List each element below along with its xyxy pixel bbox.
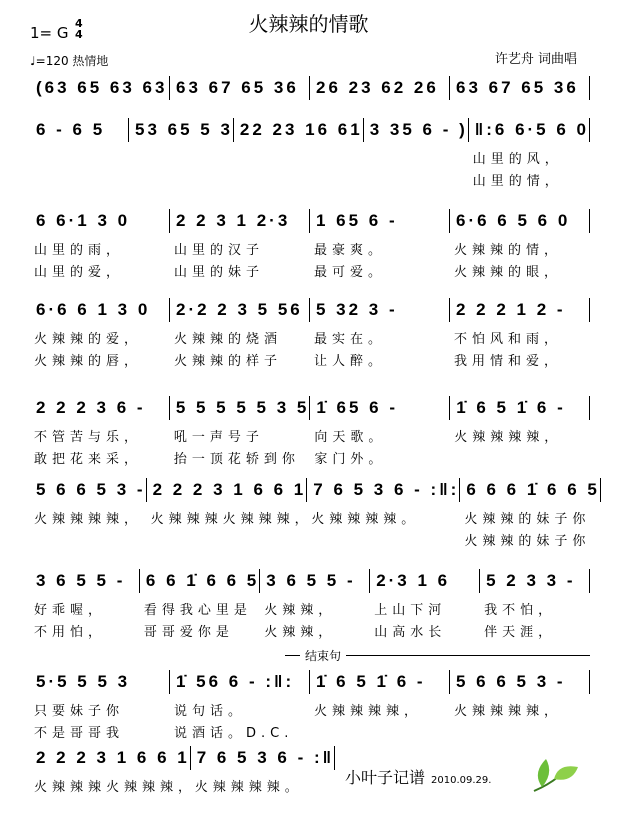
measure xyxy=(307,478,460,527)
lyric-line-1: 最豪爽。 xyxy=(314,243,387,258)
measure xyxy=(191,746,335,795)
lyric-line-1: 火辣辣辣辣。 xyxy=(311,512,420,527)
lyric-line-2: 山里的情， xyxy=(472,174,563,189)
lyric-line-1: 最实在。 xyxy=(314,332,387,347)
measure xyxy=(469,118,590,189)
measure xyxy=(310,76,450,100)
leaf-icon xyxy=(528,755,580,797)
measure-notes: 63 67 65 36 xyxy=(456,78,579,97)
lyric-line-1: 火辣辣辣辣， xyxy=(454,430,563,445)
measure xyxy=(30,569,140,640)
measure xyxy=(310,298,450,369)
measure-notes: 3 6 5 5 - xyxy=(266,571,356,590)
measure-notes: 5 6 6 5 3 - xyxy=(36,480,146,499)
lyric-line-1: 说句话。 xyxy=(174,704,247,719)
measure xyxy=(450,209,590,280)
lyric-line-2: 说酒话。D.C. xyxy=(174,726,294,741)
lyric-line-2: 伴天涯， xyxy=(484,625,557,640)
measure xyxy=(370,569,480,640)
staff-row xyxy=(30,209,590,280)
lyric-line-2: 火辣辣的唇， xyxy=(34,354,143,369)
measure xyxy=(170,396,311,467)
measure-notes: 1̇ 6 5 1̇ 6 - xyxy=(456,398,566,417)
lyric-line-1: 不管苦与乐， xyxy=(34,430,143,445)
measure xyxy=(30,118,129,142)
measure-notes: 2·3 1 6 xyxy=(376,571,451,590)
lyric-line-2: 火辣辣的样子 xyxy=(174,354,283,369)
measure-notes: 7 6 5 3 6 - :‖ xyxy=(196,748,335,767)
measure-notes: 53 65 5 3 xyxy=(135,120,233,139)
measure xyxy=(310,670,450,719)
measure xyxy=(30,76,170,100)
lyric-line-2: 不用怕， xyxy=(34,625,107,640)
measure xyxy=(450,76,590,100)
signature-name: 小叶子记谱 xyxy=(345,768,426,787)
transcriber-signature xyxy=(345,765,491,788)
lyric-line-2: 家门外。 xyxy=(314,452,387,467)
measure-notes: 2 2 3 1 2·3 xyxy=(176,211,291,230)
ending-label: 结束句 xyxy=(300,647,346,664)
author-credit: 许艺舟 词曲唱 xyxy=(494,52,577,67)
lyric-line-1: 火辣辣的烧酒 xyxy=(174,332,283,347)
measure-notes: 1̇ 56 6 - :‖: xyxy=(176,672,295,691)
measure-notes: 6·6 6 5 6 0 xyxy=(456,211,571,230)
lyric-line-2: 最可爱。 xyxy=(314,265,387,280)
song-title: 火辣辣的情歌 xyxy=(248,12,369,36)
key-signature: 1= G xyxy=(30,24,69,42)
staff-row xyxy=(30,298,590,369)
measure-notes: (63 65 63 63 xyxy=(36,78,168,97)
measure-notes: 1 65 6 - xyxy=(316,211,398,230)
measure-notes: 6 6·1 3 0 xyxy=(36,211,131,230)
measure xyxy=(170,209,310,280)
measure-notes: 6·6 6 1 3 0 xyxy=(36,300,151,319)
staff-row xyxy=(30,118,590,189)
staff-row xyxy=(30,569,590,640)
lyric-line-1: 火辣辣的妹子你 xyxy=(464,512,591,527)
measure-notes: 26 23 62 26 xyxy=(316,78,439,97)
lyric-line-1: 火辣辣， xyxy=(264,603,337,618)
measure xyxy=(364,118,469,142)
lyric-line-1: 火辣辣辣辣。 xyxy=(194,780,303,795)
lyric-line-1: 火辣辣的情， xyxy=(454,243,563,258)
measure-notes: 6 6 1̇ 6 6 5 xyxy=(145,571,260,590)
measure-notes: 3 6 5 5 - xyxy=(36,571,126,590)
measure-notes: 5 6 6 5 3 - xyxy=(456,672,566,691)
staff-row xyxy=(30,396,590,467)
measure-notes: 3 35 6 - ) xyxy=(369,120,468,139)
lyric-line-2: 敢把花来采， xyxy=(34,452,143,467)
measure-notes: ‖:6 6·5 6 0 xyxy=(474,120,589,139)
measure xyxy=(140,569,260,640)
lyric-line-1: 只要妹子你 xyxy=(34,704,125,719)
lyric-line-2: 抬一顶花轿到你 xyxy=(173,452,300,467)
lyric-line-1: 我不怕， xyxy=(484,603,557,618)
lyric-line-2: 让人醉。 xyxy=(314,354,387,369)
lyric-line-2: 火辣辣， xyxy=(264,625,337,640)
lyric-line-1: 向天歌。 xyxy=(314,430,387,445)
measure xyxy=(30,746,197,795)
lyric-line-1: 火辣辣辣辣， xyxy=(454,704,563,719)
measure-notes: 1̇ 6 5 1̇ 6 - xyxy=(316,672,426,691)
lyric-line-1: 火辣辣的爱， xyxy=(34,332,143,347)
lyric-line-2: 山高水长 xyxy=(374,625,447,640)
measure-notes: 2·2 2 3 5 56 xyxy=(176,300,303,319)
lyric-line-2: 哥哥爱你是 xyxy=(143,625,234,640)
lyric-line-1: 山里的雨， xyxy=(34,243,125,258)
measure xyxy=(480,569,590,640)
measure-notes: 7 6 5 3 6 - :‖: xyxy=(313,480,460,499)
lyric-line-1: 山里的汉子 xyxy=(174,243,265,258)
measure xyxy=(260,569,370,640)
lyric-line-2: 山里的妹子 xyxy=(174,265,265,280)
measure-notes: 5 32 3 - xyxy=(316,300,398,319)
staff-row xyxy=(30,746,335,795)
lyric-line-1: 火辣辣辣辣， xyxy=(314,704,423,719)
measure xyxy=(450,396,590,445)
measure xyxy=(30,209,170,280)
measure-notes: 6 6 6 1̇ 6 6 5 xyxy=(466,480,600,499)
lyric-line-1: 上山下河 xyxy=(374,603,447,618)
measure-notes: 22 23 16 61 xyxy=(239,120,363,139)
measure-notes: 2 2 2 3 1 6 6 1 xyxy=(36,748,190,767)
lyric-line-1: 火辣辣辣火辣辣辣， xyxy=(34,780,197,795)
time-signature-bottom: 4 xyxy=(75,28,83,41)
lyric-line-1: 吼一声号子 xyxy=(173,430,264,445)
measure xyxy=(170,670,310,741)
measure-notes: 2 2 2 1 2 - xyxy=(456,300,566,319)
measure xyxy=(147,478,313,527)
staff-row xyxy=(30,670,590,741)
tempo-marking: ♩=120 热情地 xyxy=(30,54,109,68)
lyric-line-1: 好乖喔， xyxy=(34,603,107,618)
lyric-line-1: 不怕风和雨， xyxy=(454,332,563,347)
lyric-line-1: 火辣辣辣辣， xyxy=(34,512,143,527)
staff-row xyxy=(30,478,600,549)
signature-date: 2010.09.29. xyxy=(431,775,492,786)
measure xyxy=(30,478,147,527)
lyric-line-1: 看得我心里是 xyxy=(143,603,252,618)
measure-notes: 5 5 5 5 5 3 5 xyxy=(175,398,310,417)
measure-notes: 2 2 2 3 6 - xyxy=(36,398,146,417)
measure xyxy=(129,118,234,142)
measure xyxy=(310,209,450,280)
measure xyxy=(310,396,450,467)
measure-notes: 5 2 3 3 - xyxy=(486,571,576,590)
measure-notes: 5·5 5 5 3 xyxy=(36,672,131,691)
measure xyxy=(460,478,601,549)
measure-notes: 6 - 6 5 xyxy=(36,120,106,139)
measure-notes: 2 2 2 3 1 6 6 1 xyxy=(152,480,307,499)
lyric-line-1: 山里的风， xyxy=(472,152,563,167)
lyric-line-1: 火辣辣辣火辣辣辣， xyxy=(150,512,313,527)
lyric-line-2: 火辣辣的眼， xyxy=(454,265,563,280)
time-signature-top: 4 xyxy=(75,17,83,30)
measure xyxy=(30,396,170,467)
measure xyxy=(234,118,364,142)
lyric-line-2: 山里的爱， xyxy=(34,265,125,280)
staff-row xyxy=(30,76,590,100)
measure xyxy=(170,76,310,100)
lyric-line-2: 我用情和爱， xyxy=(454,354,563,369)
measure-notes: 63 67 65 36 xyxy=(176,78,299,97)
measure xyxy=(450,670,590,719)
measure xyxy=(170,298,310,369)
measure xyxy=(30,298,170,369)
lyric-line-2: 火辣辣的妹子你 xyxy=(464,534,591,549)
measure xyxy=(30,670,170,741)
time-signature xyxy=(75,18,83,40)
lyric-line-2: 不是哥哥我 xyxy=(34,726,125,741)
measure-notes: 1̇ 65 6 - xyxy=(316,398,399,417)
measure xyxy=(450,298,590,369)
